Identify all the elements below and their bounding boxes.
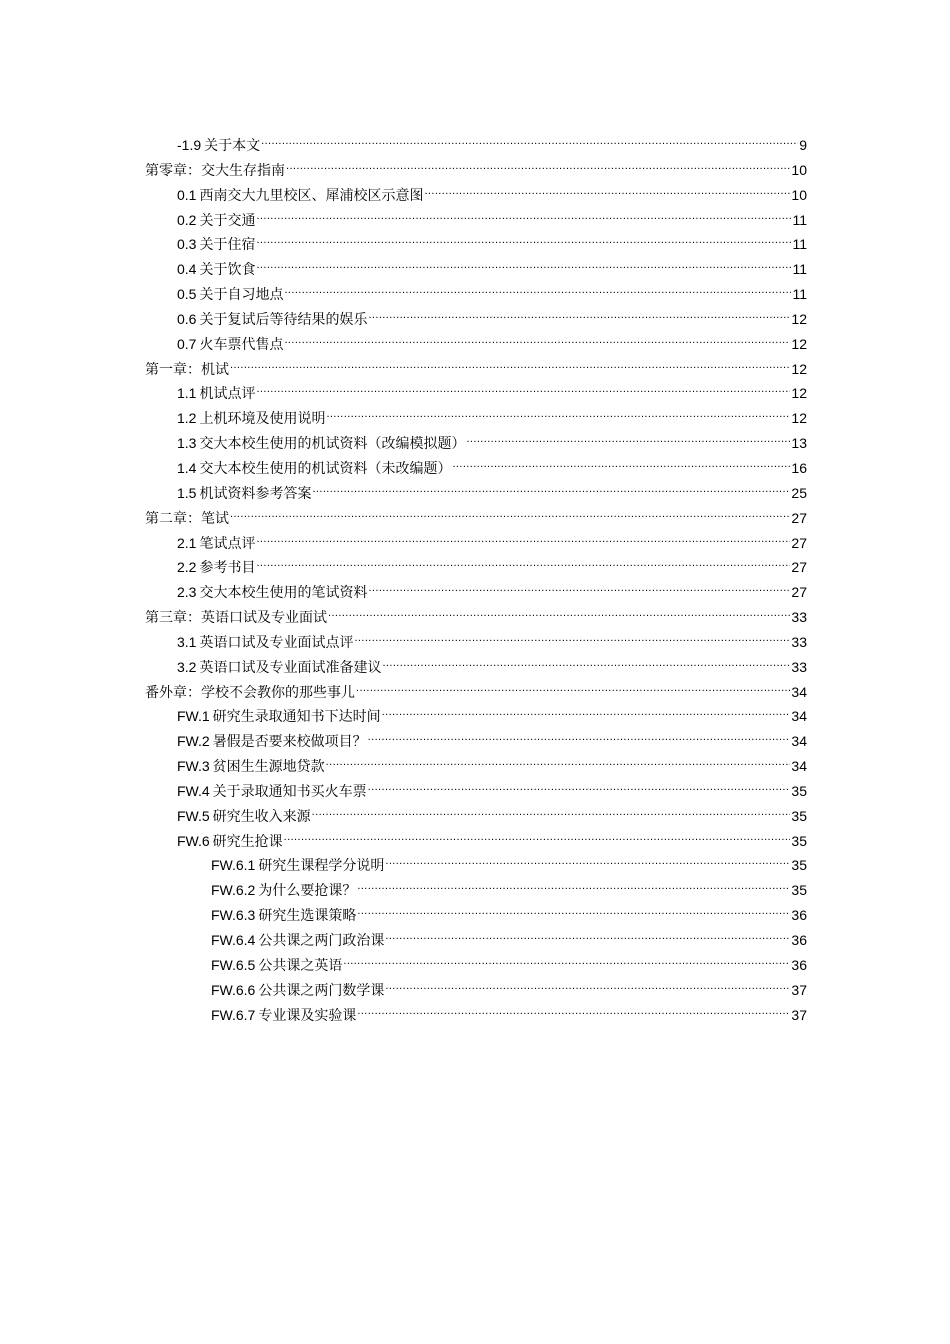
toc-entry-text: 番外章：学校不会教你的那些事儿 <box>145 684 355 701</box>
table-of-contents <box>145 126 807 1024</box>
toc-entry-number: FW.2 <box>177 733 210 750</box>
toc-page-number: 11 <box>792 286 807 303</box>
toc-page-number: 34 <box>791 733 807 750</box>
toc-page-number: 35 <box>791 807 807 824</box>
toc-entry-number: 0.3 <box>177 236 197 253</box>
toc-dot-leader <box>354 623 790 647</box>
toc-page-number: 37 <box>791 981 807 998</box>
toc-dot-leader <box>230 350 790 374</box>
toc-page-number: 33 <box>791 633 807 650</box>
toc-entry-text: 研究生录取通知书下达时间 <box>212 709 381 726</box>
toc-entry-text: 机试资料参考答案 <box>199 485 312 502</box>
toc-dot-leader <box>466 424 790 448</box>
toc-page-number: 27 <box>791 509 807 526</box>
toc-section-entry[interactable] <box>145 524 807 552</box>
toc-page-number: 27 <box>791 559 807 576</box>
toc-entry-title <box>177 829 283 855</box>
toc-entry-number: -1.9 <box>177 137 202 153</box>
toc-entry-text: 关于交通 <box>199 212 256 229</box>
toc-page-number: 12 <box>791 310 807 327</box>
toc-entry-text: 交大本校生使用的机试资料（改编模拟题） <box>199 436 466 453</box>
toc-entry-number: 1.4 <box>177 459 197 476</box>
toc-page-number: 10 <box>791 186 807 203</box>
toc-page-number: 12 <box>791 385 807 402</box>
toc-entry-text: 专业课及实验课 <box>258 1007 357 1024</box>
toc-dot-leader <box>230 499 790 523</box>
toc-dot-leader <box>357 896 790 920</box>
toc-dot-leader <box>424 176 790 200</box>
toc-page-number: 9 <box>799 137 807 153</box>
toc-entry-number: 2.3 <box>177 584 197 601</box>
toc-entry-title <box>145 606 327 631</box>
toc-entry-text: 西南交大九里校区、犀浦校区示意图 <box>199 187 424 204</box>
toc-page-number: 35 <box>791 857 807 874</box>
toc-entry-text: 研究生课程学分说明 <box>258 858 385 875</box>
toc-entry-number: 0.2 <box>177 211 197 228</box>
toc-entry-title <box>177 531 255 557</box>
toc-page-number: 13 <box>791 435 807 452</box>
toc-entry-number: FW.5 <box>177 807 210 824</box>
toc-entry-text: 研究生收入来源 <box>212 808 311 825</box>
toc-entry-number: FW.3 <box>177 758 210 775</box>
toc-dot-leader <box>368 300 790 324</box>
toc-dot-leader <box>343 946 790 970</box>
toc-entry-title <box>177 555 255 581</box>
toc-dot-leader <box>357 871 790 895</box>
toc-entry-text: 第零章：交大生存指南 <box>145 162 285 179</box>
toc-section-entry[interactable] <box>145 126 807 154</box>
toc-page-number: 12 <box>791 335 807 352</box>
toc-entry-text: 交大本校生使用的笔试资料 <box>199 585 368 602</box>
toc-section-entry[interactable] <box>145 374 807 403</box>
toc-page-number: 27 <box>791 534 807 551</box>
toc-page-number: 34 <box>791 708 807 725</box>
toc-entry-title <box>211 953 342 979</box>
toc-page-number: 12 <box>791 360 807 377</box>
toc-entry-number: 2.1 <box>177 534 197 551</box>
toc-entry-text: 关于自习地点 <box>199 287 284 304</box>
toc-entry-title <box>177 704 381 730</box>
toc-entry-number: 0.6 <box>177 310 197 327</box>
toc-entry-text: 关于本文 <box>204 138 261 154</box>
toc-page-number: 33 <box>791 658 807 675</box>
toc-entry-text: 交大本校生使用的机试资料（未改编题） <box>199 460 452 477</box>
toc-dot-leader <box>357 996 790 1020</box>
toc-dot-leader <box>385 846 790 870</box>
toc-entry-number: 0.4 <box>177 261 197 278</box>
toc-entry-text: 机试点评 <box>199 386 256 403</box>
toc-entry-text: 贫困生生源地贷款 <box>212 759 325 776</box>
toc-dot-leader <box>452 449 790 473</box>
toc-entry-title <box>177 406 325 432</box>
toc-entry-text: 研究生选课策略 <box>258 908 357 925</box>
toc-entry-number: 3.2 <box>177 658 197 675</box>
toc-page-number: 27 <box>791 584 807 601</box>
toc-entry-title <box>177 381 255 407</box>
toc-entry-title <box>211 878 356 904</box>
toc-dot-leader <box>256 374 790 398</box>
toc-page-number: 12 <box>791 410 807 427</box>
toc-entry-text: 关于复试后等待结果的娱乐 <box>199 311 368 328</box>
toc-dot-leader <box>326 747 791 771</box>
toc-entry-number: 0.5 <box>177 286 197 303</box>
toc-page-number: 11 <box>792 261 807 278</box>
toc-dot-leader <box>261 126 798 150</box>
toc-entry-title <box>177 257 255 283</box>
toc-entry-text: 公共课之英语 <box>258 957 343 974</box>
toc-entry-number: FW.6.7 <box>211 1006 256 1023</box>
toc-chapter-entry[interactable] <box>145 499 807 527</box>
toc-entry-text: 上机环境及使用说明 <box>199 411 326 428</box>
toc-entry-number: FW.6.3 <box>211 907 256 924</box>
toc-dot-leader <box>382 648 790 672</box>
toc-dot-leader <box>286 151 790 175</box>
toc-dot-leader <box>284 325 790 349</box>
toc-chapter-entry[interactable] <box>145 350 807 378</box>
toc-page-number: 37 <box>791 1006 807 1023</box>
toc-entry-text: 火车票代售点 <box>199 336 284 353</box>
toc-entry-number: 1.1 <box>177 385 197 402</box>
toc-dot-leader <box>284 275 791 299</box>
toc-entry-number: 3.1 <box>177 633 197 650</box>
toc-page-number: 16 <box>791 459 807 476</box>
toc-dot-leader <box>326 399 790 423</box>
toc-entry-number: 1.3 <box>177 435 197 452</box>
toc-entry-text: 英语口试及专业面试准备建议 <box>199 659 382 676</box>
toc-dot-leader <box>256 201 791 225</box>
toc-entry-text: 第三章：英语口试及专业面试 <box>145 610 327 627</box>
toc-entry-text: 公共课之两门政治课 <box>258 933 385 949</box>
toc-entry-number: FW.6.1 <box>211 857 256 874</box>
toc-entry-text: 研究生抢课 <box>212 833 283 850</box>
toc-entry-number: 1.5 <box>177 484 197 501</box>
toc-page-number: 11 <box>792 236 807 253</box>
toc-entry-title <box>211 1003 356 1029</box>
toc-dot-leader <box>368 573 790 597</box>
toc-entry-text: 关于住宿 <box>199 237 256 254</box>
toc-page-number: 35 <box>791 882 807 899</box>
toc-page-number: 10 <box>791 161 807 178</box>
toc-entry-title <box>177 232 255 258</box>
toc-entry-title <box>177 431 465 457</box>
toc-entry-text: 公共课之两门数学课 <box>258 982 385 999</box>
toc-entry-number: FW.4 <box>177 782 210 799</box>
toc-entry-text: 暑假是否要来校做项目？ <box>212 734 367 751</box>
toc-page-number: 25 <box>791 484 807 501</box>
toc-entry-text: 关于录取通知书买火车票 <box>212 783 367 800</box>
toc-entry-title <box>177 208 255 234</box>
toc-entry-number: 0.1 <box>177 186 197 203</box>
toc-entry-number: FW.6 <box>177 832 210 849</box>
toc-dot-leader <box>256 524 790 548</box>
toc-entry-number: FW.1 <box>177 708 210 725</box>
toc-entry-title <box>177 754 325 780</box>
toc-dot-leader <box>256 548 790 572</box>
toc-dot-leader <box>382 697 791 721</box>
toc-entry-title <box>177 630 353 656</box>
toc-dot-leader <box>312 474 790 498</box>
toc-dot-leader <box>356 673 790 697</box>
toc-page-number: 34 <box>791 758 807 775</box>
toc-dot-leader <box>312 797 791 821</box>
toc-entry-text: 第一章：机试 <box>145 361 229 378</box>
toc-entry-title <box>177 133 260 159</box>
toc-page-number: 11 <box>792 211 807 228</box>
toc-entry-number: 0.7 <box>177 335 197 352</box>
toc-page-number: 33 <box>791 609 807 626</box>
toc-entry-title <box>145 358 229 383</box>
toc-entry-number: 1.2 <box>177 410 197 427</box>
toc-entry-text: 笔试点评 <box>199 535 256 552</box>
toc-dot-leader <box>368 772 791 796</box>
toc-dot-leader <box>368 722 791 746</box>
toc-page-number: 36 <box>791 932 807 948</box>
toc-dot-leader <box>256 250 791 274</box>
toc-entry-number: 2.2 <box>177 559 197 576</box>
toc-entry-text: 关于饮食 <box>199 262 256 279</box>
toc-dot-leader <box>385 921 790 945</box>
toc-entry-title <box>211 903 356 929</box>
toc-entry-title <box>177 655 381 681</box>
toc-page-number: 35 <box>791 782 807 799</box>
toc-dot-leader <box>385 971 790 995</box>
toc-page-number: 36 <box>791 956 807 973</box>
toc-dot-leader <box>256 225 791 249</box>
toc-entry-text: 第二章：笔试 <box>145 510 229 527</box>
toc-page-number: 34 <box>791 683 807 700</box>
toc-page-number: 35 <box>791 832 807 849</box>
toc-entry-title <box>177 282 283 308</box>
toc-dot-leader <box>284 822 791 846</box>
toc-entry-text: 英语口试及专业面试点评 <box>199 634 354 651</box>
toc-entry-title <box>145 507 229 532</box>
toc-entry-number: FW.6.5 <box>211 956 256 973</box>
toc-page-number: 36 <box>791 907 807 924</box>
toc-entry-number: FW.6.4 <box>211 932 256 948</box>
toc-entry-title <box>145 159 285 184</box>
toc-entry-text: 参考书目 <box>199 560 256 577</box>
toc-entry-text: 为什么要抢课？ <box>258 883 357 900</box>
toc-entry-title <box>145 681 355 706</box>
toc-dot-leader <box>328 598 790 622</box>
toc-entry-number: FW.6.2 <box>211 882 256 899</box>
toc-entry-number: FW.6.6 <box>211 981 256 998</box>
